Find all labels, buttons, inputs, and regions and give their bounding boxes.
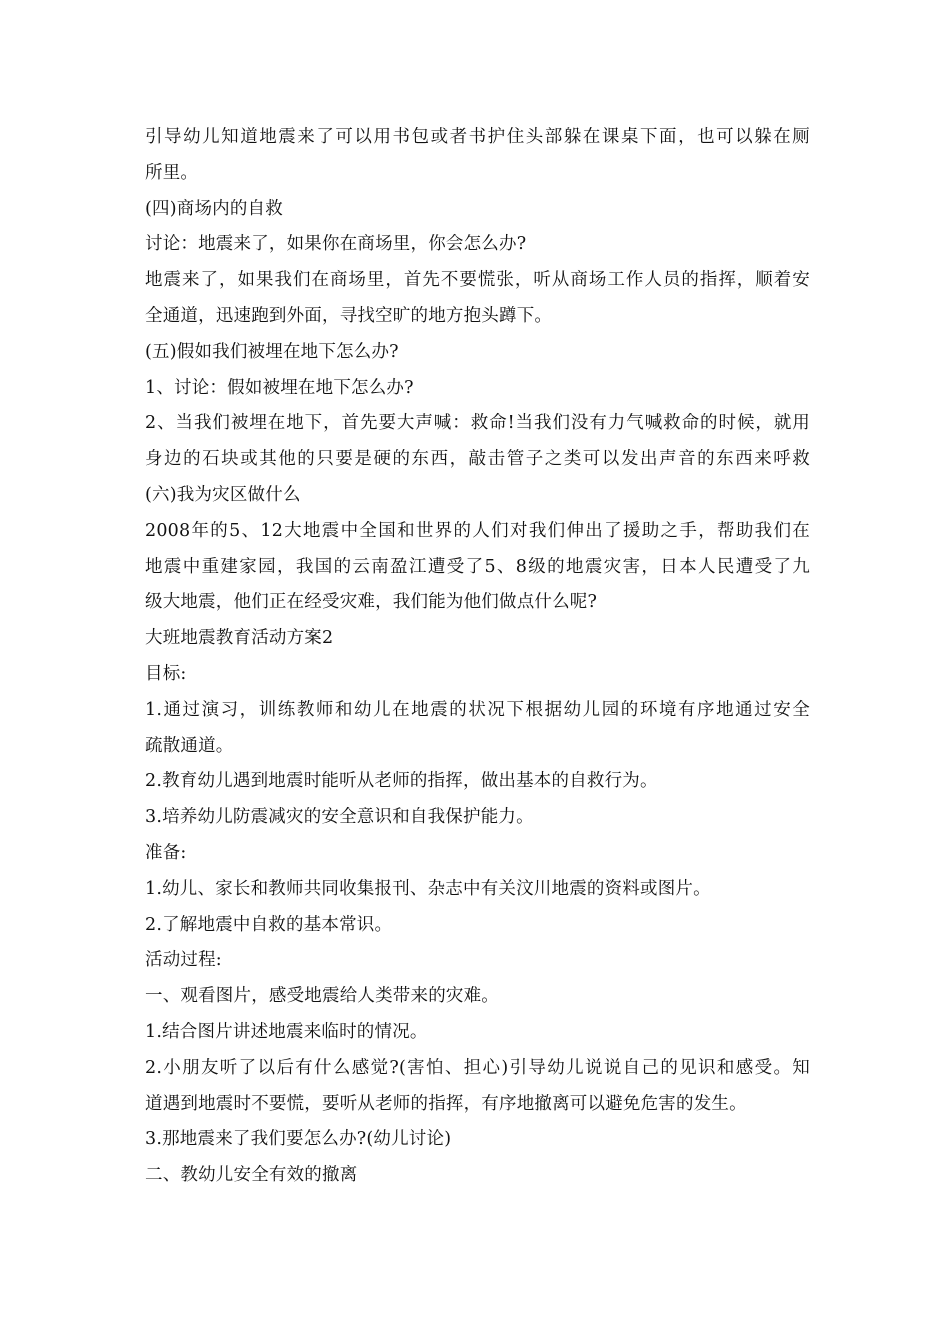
- text-line: 大班地震教育活动方案2: [145, 628, 334, 649]
- text-line: 全通道，迅速跑到外面，寻找空旷的地方抱头蹲下。: [145, 305, 553, 326]
- text-line: 1.结合图片讲述地震来临时的情况。: [145, 1021, 428, 1042]
- text-line: 讨论：地震来了，如果你在商场里，你会怎么办?: [145, 234, 527, 255]
- text-line: (四)商场内的自救: [145, 198, 283, 219]
- text-line: 2008年的5、12大地震中全国和世界的人们对我们伸出了援助之手，帮助我们在: [145, 520, 810, 541]
- text-line: 级大地震，他们正在经受灾难，我们能为他们做点什么呢?: [145, 592, 598, 613]
- text-line: 二、教幼儿安全有效的撤离: [145, 1165, 358, 1186]
- text-line: 2、当我们被埋在地下，首先要大声喊：救命!当我们没有力气喊救命的时候，就用: [145, 413, 810, 434]
- text-line: 身边的石块或其他的只要是硬的东西，敲击管子之类可以发出声音的东西来呼救: [145, 449, 810, 470]
- text-line: 疏散通道。: [145, 735, 234, 756]
- text-line: 道遇到地震时不要慌，要听从老师的指挥，有序地撤离可以避免危害的发生。: [145, 1093, 747, 1114]
- text-line: 引导幼儿知道地震来了可以用书包或者书护住头部躲在课桌下面，也可以躲在厕: [145, 127, 810, 147]
- text-line: 3.那地震来了我们要怎么办?(幼儿讨论): [145, 1129, 452, 1150]
- text-line: 1.通过演习，训练教师和幼儿在地震的状况下根据幼儿园的环境有序地通过安全: [145, 699, 810, 720]
- text-line: 2.教育幼儿遇到地震时能听从老师的指挥，做出基本的自救行为。: [145, 771, 658, 792]
- text-line: 准备:: [145, 842, 187, 863]
- text-line: (六)我为灾区做什么: [145, 484, 301, 505]
- text-line: 目标:: [145, 663, 187, 684]
- text-line: 3.培养幼儿防震减灾的安全意识和自我保护能力。: [145, 807, 534, 828]
- text-line: 地震来了，如果我们在商场里，首先不要慌张，听从商场工作人员的指挥，顺着安: [145, 270, 810, 291]
- document-body: [145, 120, 810, 1194]
- text-line: 活动过程:: [145, 950, 222, 971]
- text-line: 一、观看图片，感受地震给人类带来的灾难。: [145, 986, 499, 1007]
- text-line: 1.幼儿、家长和教师共同收集报刊、杂志中有关汶川地震的资料或图片。: [145, 878, 711, 899]
- text-line: (五)假如我们被埋在地下怎么办?: [145, 341, 399, 362]
- text-line: 1、讨论：假如被埋在地下怎么办?: [145, 377, 414, 398]
- text-line: 2.了解地震中自救的基本常识。: [145, 914, 393, 935]
- text-line: 地震中重建家园，我国的云南盈江遭受了5、8级的地震灾害，日本人民遭受了九: [145, 556, 810, 577]
- text-line: 2.小朋友听了以后有什么感觉?(害怕、担心)引导幼儿说说自己的见识和感受。知: [145, 1057, 810, 1078]
- text-line: 所里。: [145, 162, 199, 183]
